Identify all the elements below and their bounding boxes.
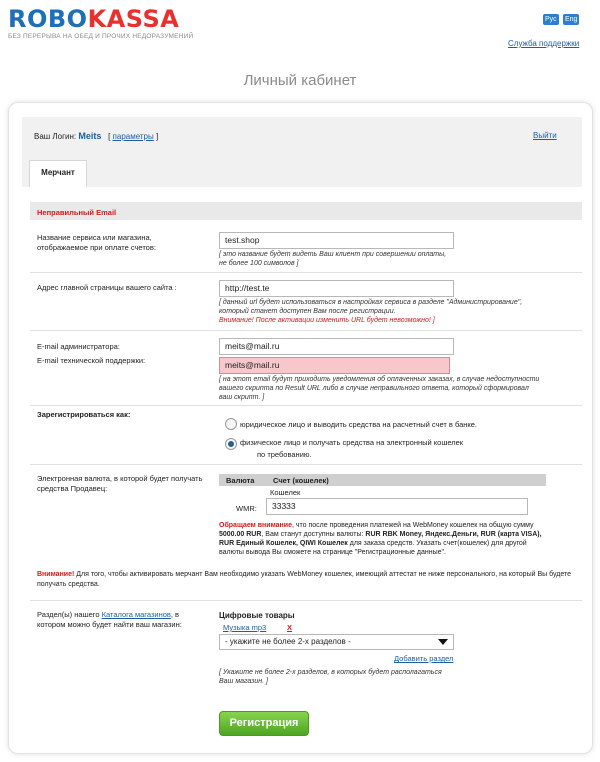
wallet-sublabel: Кошелек [270,488,301,497]
support-email-hint-1: [ на этот email будут приходить уведомления об оплаченных заказах, в случае недоступности [219,376,540,383]
shop-name-input[interactable]: test.shop [219,232,454,249]
support-email-hint-2: вашего скрипта по Result URL либо в случае неправильного ответа, который сформировал [219,385,529,392]
register-button[interactable]: Регистрация [219,711,309,736]
site-url-warning: Внимание! После активации изменить URL будет невозможно! ] [219,317,435,324]
col-wallet: Счет (кошелек) [273,476,329,485]
divider [30,405,582,406]
logout-link[interactable]: Выйти [533,131,557,140]
robokassa-logo: ROBOKASSA [8,5,180,33]
col-currency: Валюта [226,476,255,485]
divider [30,464,582,465]
category-title: Цифровые товары [219,611,295,620]
site-url-label: Адрес главной страницы вашего сайта : [37,283,177,292]
catalog-section-select[interactable]: - укажите не более 2-х разделов - [219,634,454,650]
tagline: БЕЗ ПЕРЕРЫВА НА ОБЕД И ПРОЧИХ НЕДОРАЗУМЕНИЙ [8,33,194,40]
login-name: Meits [78,131,102,141]
support-email-label: E-mail технической поддержки: [37,356,146,365]
catalog-label: Раздел(ы) нашего Каталога магазинов, в [37,610,180,619]
catalog-label-cont: котором можно будет найти ваш магазин: [37,620,182,629]
support-email-input[interactable]: meits@mail.ru [219,357,450,374]
account-bar [22,117,582,187]
remove-section-button[interactable]: X [287,623,293,632]
divider [30,272,582,273]
site-url-input[interactable]: http://test.te [219,280,454,297]
lang-en-button[interactable]: Eng [565,16,578,23]
catalog-hint-2: Ваш магазин. ] [219,678,268,685]
divider [30,330,582,331]
params-link[interactable]: параметры [112,132,154,141]
individual-option-label-cont: по требованию. [257,450,312,459]
divider [30,600,582,601]
site-url-hint-2: который станет доступен Вам после регистрации. [219,308,396,315]
add-section-link[interactable]: Добавить раздел [394,654,454,663]
catalog-hint-1: [ Укажите не более 2-х разделов, в которых будет располагаться [219,669,442,676]
legal-entity-option-label: юридическое лицо и выводить средства на расчетный счет в банке. [240,420,478,429]
currency-label-cont: средства Продавец: [37,484,108,493]
admin-email-label: E-mail администратора: [37,342,120,351]
page-title: Личный кабинет [243,72,357,89]
site-url-hint-1: [ данный url будет использоваться в настройках сервиса в разделе "Администрирование", [219,299,523,306]
register-as-label: Зарегистрироваться как: [37,410,131,419]
support-email-hint-3: ваш скрипт. ] [219,394,265,401]
wallet-table-header [219,474,546,486]
error-message: Неправильный Email [37,208,117,217]
currency-label: Электронная валюта, в которой будет получать [37,474,203,483]
shop-name-hint-1: [ это название будет видеть Ваш клиент при совершении оплаты, [219,251,447,258]
wallet-currency-code: WMR: [236,504,257,513]
warning-text: Внимание! Для того, чтобы активировать мерчант Вам необходимо указать WebMoney кошелек, имеющий аттестат не ниже персонального, на который Вы будете получать средства. [37,571,571,588]
radio-legal-entity[interactable] [225,418,237,430]
tab-merchant[interactable]: Мерчант [29,160,87,187]
notice-text: Обращаем внимание, что после проведения платежей на WebMoney кошелек на общую сумму 5000.00 RUR, Вам станут доступны валюты: RUR RBK Money, Яндекс.Деньги, RUR (карта VISA), RUR Единый Кошелек, QIWI Кошелек для заказа средств. Указать счет(кошелек) для другой валюты вывода Вы сможете на странице "Регистрационные данные". [219,522,542,556]
admin-email-input[interactable]: meits@mail.ru [219,338,454,355]
catalog-link[interactable]: Каталога магазинов [101,610,171,619]
selected-section-link[interactable]: Музыка mp3 [223,623,267,632]
lang-ru-button[interactable]: Рус [545,16,557,23]
wmr-wallet-input[interactable]: 33333 [266,498,528,515]
login-info: Ваш Логин: Meits [ параметры ] [34,131,159,141]
radio-individual[interactable] [225,438,237,450]
support-link[interactable]: Служба поддержки [508,39,580,48]
chevron-down-icon [438,639,448,645]
individual-option-label: физическое лицо и получать средства на электронный кошелек [240,438,464,447]
shop-name-hint-2: не более 100 символов ] [219,260,299,267]
shop-name-label: Название сервиса или магазина, отображаемое при оплате счетов: [37,233,156,252]
